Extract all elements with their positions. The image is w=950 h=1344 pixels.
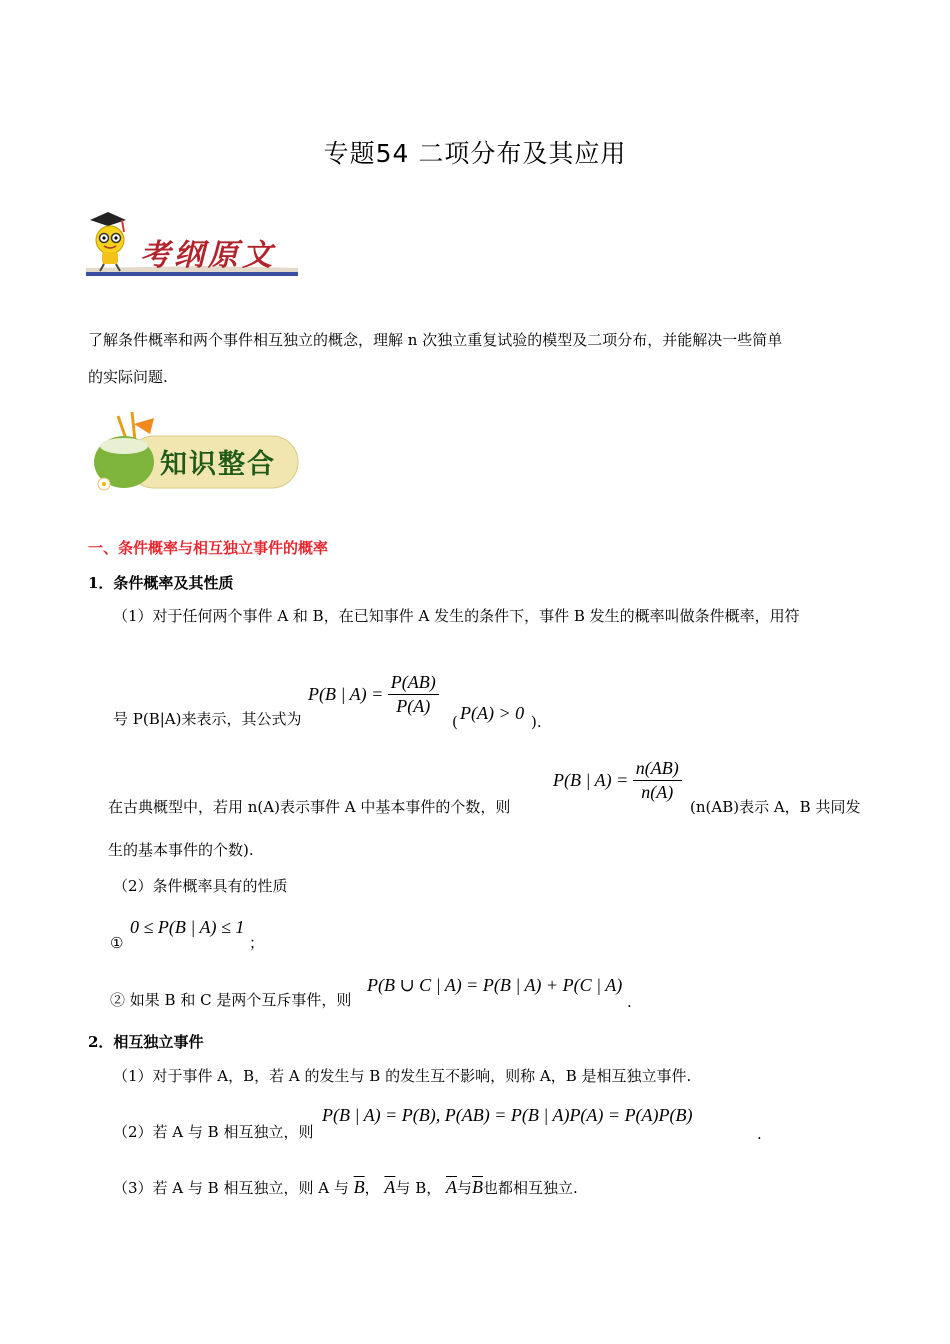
subsection1-heading: 1．条件概率及其性质 (88, 574, 234, 592)
complement-a-bar-2: $\overline{A}$ (446, 1177, 457, 1197)
complement-text-d: 与 (457, 1179, 473, 1197)
properties-intro: （2）条件概率具有的性质 (113, 877, 288, 895)
formula2-fraction (633, 758, 682, 803)
formula2-lhs: P(B | A) = (553, 770, 629, 790)
complement-text-e: 也都相互独立. (483, 1179, 578, 1197)
formula-conditional-prob (308, 672, 439, 717)
complement-b-bar-2: $\overline{B}$ (472, 1177, 484, 1197)
formula1-condition: P(A) > 0 (460, 703, 525, 723)
complement-independence-line (113, 1177, 578, 1198)
formula2-numerator: n(AB) (633, 758, 682, 781)
complement-text-a: （3）若 A 与 B 相互独立，则 A 与 (113, 1179, 349, 1197)
independence-def: （1）对于事件 A，B，若 A 的发生与 B 的发生互不影响，则称 A，B 是相互独立事件. (113, 1067, 692, 1085)
independence-formula-end: . (757, 1125, 762, 1143)
formula2-denominator: n(A) (641, 782, 674, 802)
syllabus-banner (86, 208, 300, 280)
complement-text-b: ， (364, 1179, 380, 1197)
classical-model-text: 在古典概型中，若用 n(A)表示事件 A 中基本事件的个数，则 (108, 798, 511, 816)
independence-formula: P(B | A) = P(B), P(AB) = P(B | A)P(A) = P(A)P(B) (322, 1105, 693, 1125)
property1-marker: ① (110, 934, 124, 952)
formula1-open-paren: ( (452, 713, 458, 731)
classical-model-suffix: (n(AB)表示 A，B 共同发 (690, 798, 861, 816)
formula1-denominator: P(A) (396, 696, 431, 716)
conditional-prob-def-line2: 号 P(B|A)来表示，其公式为 (113, 710, 302, 728)
conditional-prob-def-line1: （1）对于任何两个事件 A 和 B，在已知事件 A 发生的条件下，事件 B 发生的概率叫做条件概率，用符 (113, 607, 800, 625)
subsection2-heading: 2．相互独立事件 (88, 1033, 204, 1051)
property2-formula: P(B ∪ C | A) = P(B | A) + P(C | A) (367, 975, 623, 995)
formula-classical-conditional (553, 758, 682, 803)
formula1-lhs: P(B | A) = (308, 684, 384, 704)
knowledge-banner (88, 410, 303, 496)
formula1-numerator: P(AB) (388, 672, 439, 695)
knowledge-banner-label: 知识整合 (160, 449, 276, 480)
complement-text-c: 与 B， (395, 1179, 442, 1197)
syllabus-line2: 的实际问题. (88, 368, 168, 386)
independence-formula-text: （2）若 A 与 B 相互独立，则 (113, 1123, 314, 1141)
property2-end: . (627, 993, 632, 1011)
property1-end: ； (249, 934, 265, 952)
complement-a-bar: $\overline{A}$ (384, 1177, 396, 1197)
section1-heading: 一、条件概率与相互独立事件的概率 (88, 539, 329, 557)
formula1-close: ). (531, 713, 542, 731)
property2-text: ② 如果 B 和 C 是两个互斥事件，则 (110, 991, 352, 1009)
syllabus-banner-label: 考纲原文 (140, 238, 276, 273)
complement-b-bar: $\overline{B}$ (353, 1177, 365, 1197)
syllabus-line1: 了解条件概率和两个事件相互独立的概念，理解 n 次独立重复试验的模型及二项分布，并能解决一些简单 (88, 331, 783, 349)
classical-model-line2: 生的基本事件的个数). (108, 841, 254, 859)
property1-formula: 0 ≤ P(B | A) ≤ 1 (130, 917, 245, 937)
page-title: 专题54 二项分布及其应用 (323, 139, 627, 168)
formula1-fraction (388, 672, 439, 717)
